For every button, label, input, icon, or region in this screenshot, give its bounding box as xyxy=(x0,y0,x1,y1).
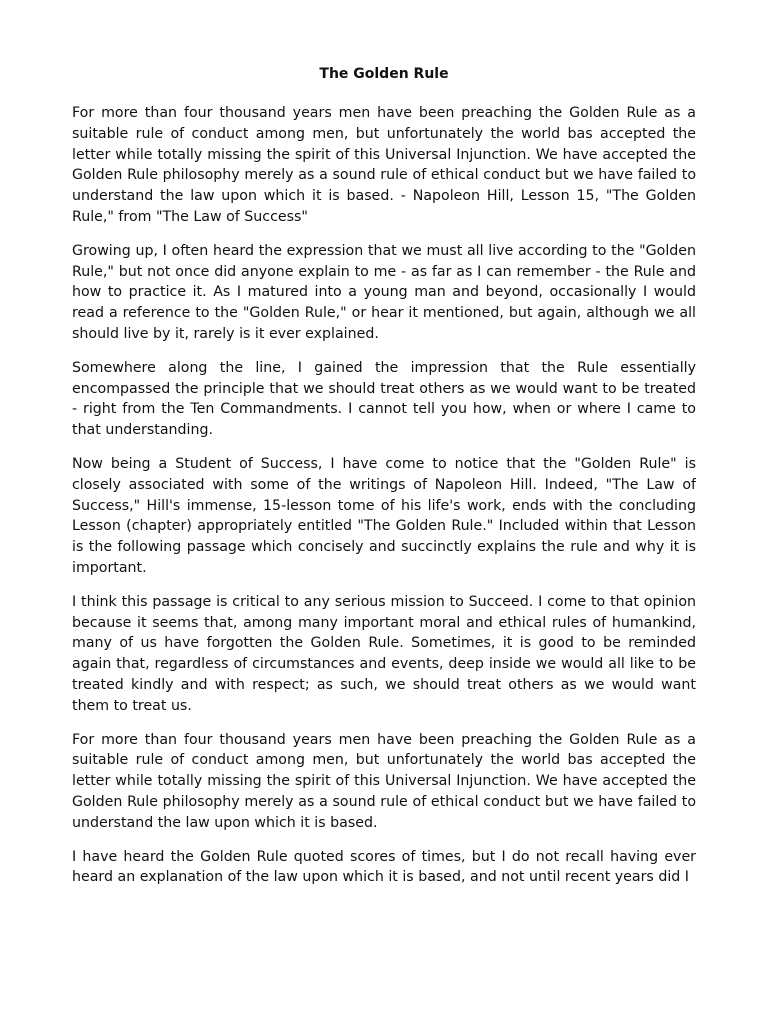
paragraph-7: I have heard the Golden Rule quoted scores of times, but I do not recall having ever heard an explanation of the law upon which it is based, and not until recent years did I xyxy=(72,848,696,886)
document-body xyxy=(72,103,696,1024)
paragraph-1: For more than four thousand years men have been preaching the Golden Rule as a suitable rule of conduct among men, but unfortunately the world bas accepted the letter while totally missing the spirit of this Universal Injunction. We have accepted the Golden Rule philosophy merely as a sound rule of ethical conduct but we have failed to understand the law upon which it is based. - Napoleon Hill, Lesson 15, "The Golden Rule," from "The Law of Success" xyxy=(72,105,696,225)
page-title: The Golden Rule xyxy=(319,66,449,82)
paragraph-4: Now being a Student of Success, I have come to notice that the "Golden Rule" is closely associated with some of the writings of Napoleon Hill. Indeed, "The Law of Success," Hill's immense, 15-lesson tome of his life's work, ends with the concluding Lesson (chapter) appropriately entitled "The Golden Rule." Included within that Lesson is the following passage which concisely and succinctly explains the rule and why it is important. xyxy=(72,455,696,576)
paragraph-5: I think this passage is critical to any serious mission to Succeed. I come to that opinion because it seems that, among many important moral and ethical rules of humankind, many of us have forgotten the Golden Rule. Sometimes, it is good to be reminded again that, regardless of circumstances and events, deep inside we would all like to be treated kindly and with respect; as such, we should treat others as we would want them to treat us. xyxy=(72,593,696,714)
paragraph-6: For more than four thousand years men have been preaching the Golden Rule as a suitable rule of conduct among men, but unfortunately the world bas accepted the letter while totally missing the spirit of this Universal Injunction. We have accepted the Golden Rule philosophy merely as a sound rule of ethical conduct but we have failed to understand the law upon which it is based. xyxy=(72,731,696,831)
paragraph-3: Somewhere along the line, I gained the impression that the Rule essentially encompassed the principle that we should treat others as we would want to be treated - right from the Ten Commandments. I cannot tell you how, when or where I came to that understanding. xyxy=(72,359,696,439)
paragraph-2: Growing up, I often heard the expression that we must all live according to the "Golden Rule," but not once did anyone explain to me - as far as I can remember - the Rule and how to practice it. As I matured into a young man and beyond, occasionally I would read a reference to the "Golden Rule," or hear it mentioned, but again, although we all should live by it, rarely is it ever explained. xyxy=(72,242,696,342)
